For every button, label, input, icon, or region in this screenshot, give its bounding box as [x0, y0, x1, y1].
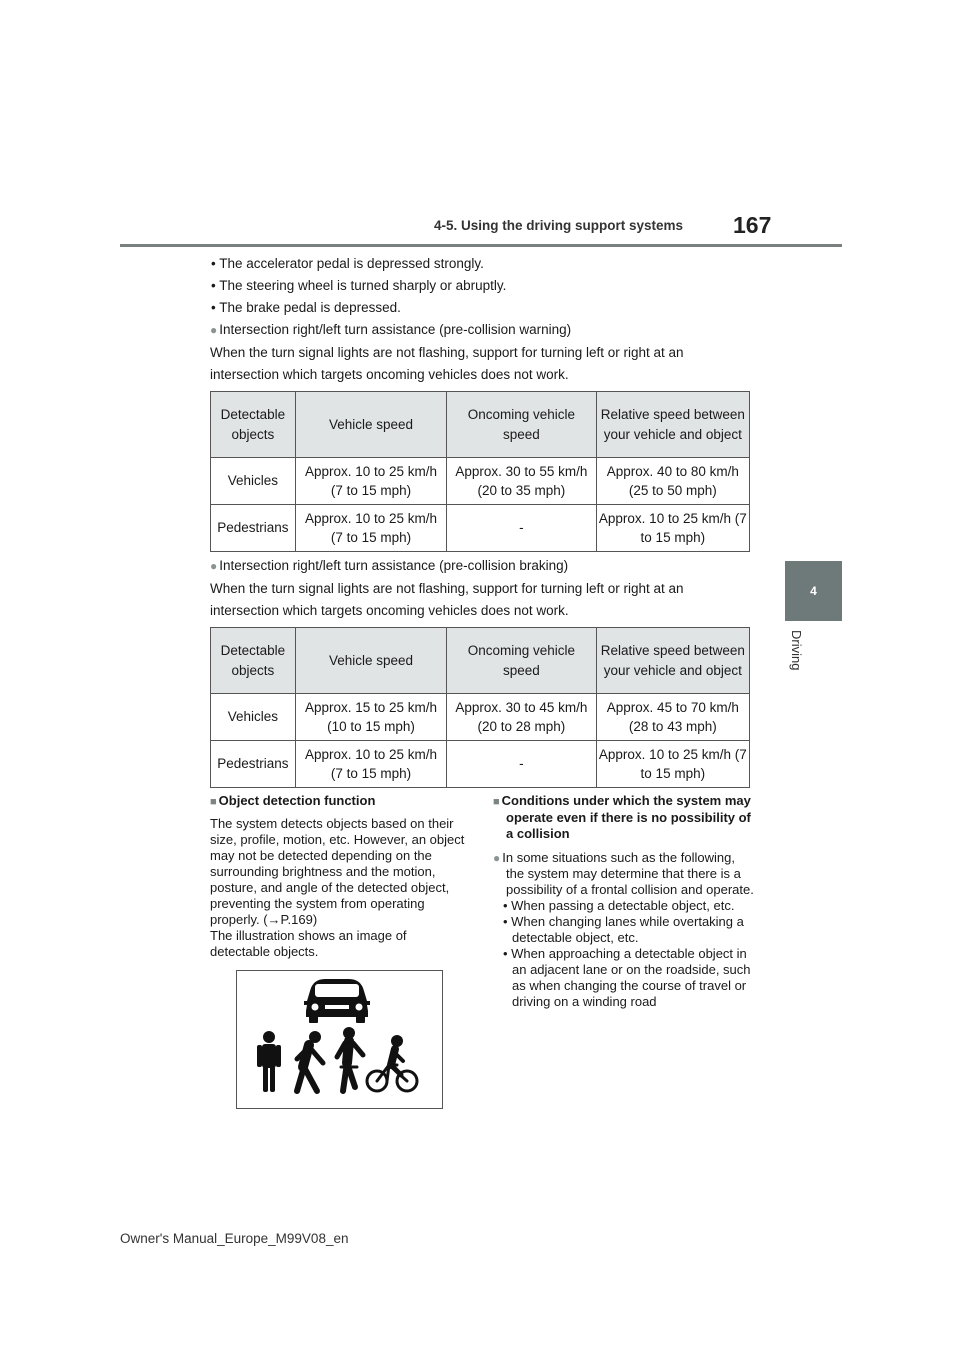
chapter-label: Driving — [789, 630, 804, 671]
object-detection-heading: Object detection function — [218, 793, 376, 808]
table-cell: Approx. 40 to 80 km/h (25 to 50 mph) — [596, 458, 749, 505]
circle-bullet-icon: ● — [210, 323, 218, 337]
table-cell: Approx. 45 to 70 km/h (28 to 43 mph) — [596, 694, 749, 741]
table-cell: Approx. 10 to 25 km/h (7 to 15 mph) — [596, 741, 749, 788]
table-cell: Approx. 30 to 55 km/h (20 to 35 mph) — [447, 458, 597, 505]
condition-item: • The accelerator pedal is depressed strongly. — [211, 256, 484, 271]
cyclist-icon — [367, 1035, 417, 1091]
table-cell: Approx. 10 to 25 km/h (7 to 15 mph) — [295, 741, 446, 788]
table-row — [211, 741, 750, 788]
object-detection-text-2: The illustration shows an image of detectable objects. — [210, 928, 407, 959]
square-bullet-icon: ■ — [493, 796, 500, 808]
detectable-objects-svg — [237, 971, 442, 1108]
table-cell: Approx. 30 to 45 km/h (20 to 28 mph) — [447, 694, 597, 741]
warning-text: When the turn signal lights are not flashing, support for turning left or right at an intersection which targets oncoming vehicles does not work. — [210, 345, 684, 382]
table-row — [211, 505, 750, 552]
table-header-row — [211, 628, 750, 694]
circle-bullet-icon: ● — [493, 851, 501, 865]
table-header-row — [211, 392, 750, 458]
conditions-operate-intro: In some situations such as the following, the system may determine that there is a possibility of a frontal collision and operate. — [502, 850, 754, 897]
section-title: 4-5. Using the driving support systems — [434, 218, 684, 233]
table-cell: Pedestrians — [211, 505, 296, 552]
table-row — [211, 458, 750, 505]
chapter-tab[interactable] — [785, 561, 842, 621]
table-row — [211, 694, 750, 741]
footer-text: Owner's Manual_Europe_M99V08_en — [120, 1231, 349, 1246]
table-cell: - — [447, 741, 597, 788]
braking-heading-row — [210, 557, 568, 575]
car-icon — [304, 979, 370, 1023]
conditions-operate-section — [493, 793, 755, 1010]
header-vehicle-speed: Vehicle speed — [295, 628, 446, 694]
warning-heading: Intersection right/left turn assistance (pre-collision warning) — [219, 322, 572, 337]
conditions-operate-heading-row — [493, 793, 755, 842]
header-detectable-objects: Detectable objects — [211, 392, 296, 458]
object-detection-heading-row — [210, 793, 468, 810]
braking-heading: Intersection right/left turn assistance (pre-collision braking) — [219, 558, 569, 573]
warning-heading-row — [210, 321, 571, 339]
header-relative-speed: Relative speed between your vehicle and object — [596, 628, 749, 694]
header-relative-speed: Relative speed between your vehicle and object — [596, 392, 749, 458]
table-cell: - — [447, 505, 597, 552]
table-cell: Approx. 10 to 25 km/h (7 to 15 mph) — [596, 505, 749, 552]
header-vehicle-speed: Vehicle speed — [295, 392, 446, 458]
table-cell: Approx. 10 to 25 km/h (7 to 15 mph) — [295, 505, 446, 552]
condition-item: • The steering wheel is turned sharply or abruptly. — [211, 278, 507, 293]
walking-person-icon — [297, 1031, 323, 1091]
header-divider — [120, 244, 842, 247]
list-item: • When passing a detectable object, etc. — [503, 898, 735, 913]
table-cell: Vehicles — [211, 458, 296, 505]
table-cell: Vehicles — [211, 694, 296, 741]
object-detection-section — [210, 793, 468, 960]
object-detection-text: The system detects objects based on their size, profile, motion, etc. However, an object may not be detected depending on the surrounding brightness and the motion, posture, and angle of the detected object, preventing the system from operating properly. (→P.169) — [210, 816, 465, 927]
table-cell: Approx. 10 to 25 km/h (7 to 15 mph) — [295, 458, 446, 505]
condition-item: • The brake pedal is depressed. — [211, 300, 401, 315]
table-cell: Approx. 15 to 25 km/h (10 to 15 mph) — [295, 694, 446, 741]
page-number: 167 — [733, 212, 772, 238]
warning-speed-table — [210, 391, 750, 552]
standing-person-icon — [257, 1031, 281, 1092]
chapter-number: 4 — [810, 584, 817, 598]
header-oncoming-speed: Oncoming vehicle speed — [447, 628, 597, 694]
list-item: • When approaching a detectable object in an adjacent lane or on the roadside, such as when changing the course of travel or driving on a winding road — [503, 946, 751, 1009]
header-oncoming-speed: Oncoming vehicle speed — [447, 392, 597, 458]
circle-bullet-icon: ● — [210, 559, 218, 573]
header-detectable-objects: Detectable objects — [211, 628, 296, 694]
conditions-operate-heading: Conditions under which the system may operate even if there is no possibility of a collision — [501, 793, 751, 841]
person-with-cycle-icon — [337, 1027, 363, 1091]
list-item: • When changing lanes while overtaking a detectable object, etc. — [503, 914, 744, 945]
square-bullet-icon: ■ — [210, 796, 217, 808]
detectable-objects-illustration — [236, 970, 443, 1109]
conditions-operate-intro-row — [493, 850, 755, 898]
braking-text: When the turn signal lights are not flashing, support for turning left or right at an intersection which targets oncoming vehicles does not work. — [210, 581, 684, 618]
table-cell: Pedestrians — [211, 741, 296, 788]
braking-speed-table — [210, 627, 750, 788]
